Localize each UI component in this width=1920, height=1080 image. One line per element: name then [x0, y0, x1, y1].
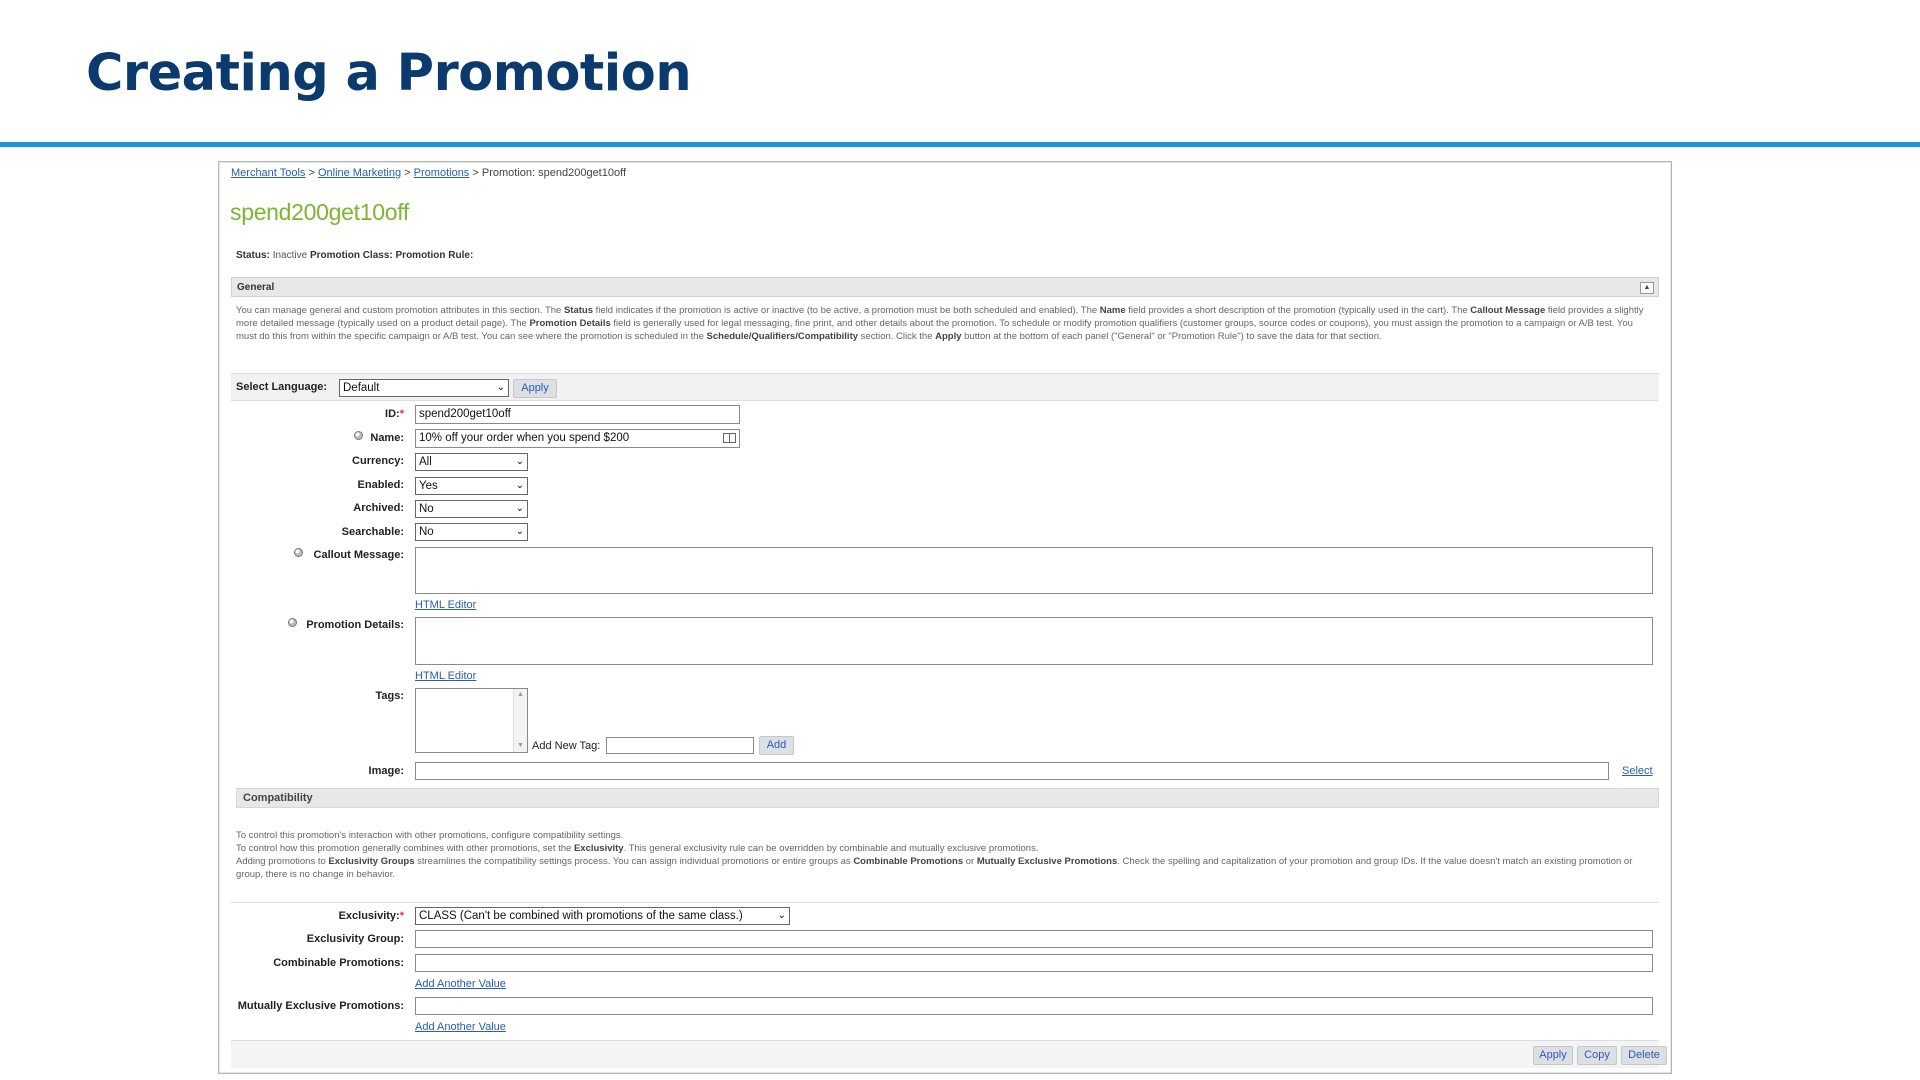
delete-button[interactable]: Delete — [1621, 1046, 1667, 1065]
desc-text: You can manage general and custom promotion attributes in this section. The — [236, 305, 564, 316]
mutually-exclusive-label: Mutually Exclusive Promotions: — [237, 1000, 404, 1012]
exclusivity-select[interactable] — [415, 907, 790, 925]
desc-text: section. Click the — [858, 331, 936, 342]
desc-text: or — [963, 856, 977, 867]
scroll-up-icon[interactable]: ▲ — [517, 691, 524, 698]
archived-value: No — [419, 503, 434, 515]
image-label: Image: — [368, 765, 404, 777]
desc-text: field provides a slightly more detailed message (typically used on a product detail page). The — [236, 305, 1644, 329]
chevron-down-icon: ⌄ — [515, 480, 524, 491]
id-field[interactable]: spend200get10off — [415, 405, 740, 424]
add-tag-button[interactable]: Add — [759, 736, 794, 755]
title-rule — [0, 142, 1920, 147]
chevron-down-icon: ⌄ — [515, 503, 524, 514]
image-field[interactable] — [415, 762, 1609, 780]
archived-select[interactable] — [415, 500, 528, 518]
combinable-promotions-label: Combinable Promotions: — [273, 957, 404, 969]
desc-bold: Mutually Exclusive Promotions — [976, 856, 1118, 867]
chevron-down-icon: ⌄ — [515, 456, 524, 467]
name-value: 10% off your order when you spend $200 — [419, 432, 630, 444]
picker-icon[interactable] — [723, 433, 736, 443]
add-new-tag-label: Add New Tag: — [532, 740, 601, 752]
desc-bold: Status — [563, 305, 593, 316]
copy-button[interactable]: Copy — [1577, 1046, 1617, 1065]
globe-icon — [288, 618, 297, 627]
language-value: Default — [343, 382, 380, 394]
chevron-down-icon: ⌄ — [777, 910, 786, 921]
desc-text: To control how this promotion generally combines with other promotions, set the — [236, 843, 574, 854]
desc-bold: Combinable Promotions — [853, 856, 964, 867]
general-description — [236, 304, 1656, 343]
id-label-text: ID: — [385, 408, 400, 420]
mutually-exclusive-field[interactable] — [415, 997, 1653, 1015]
details-label: Promotion Details: — [306, 619, 404, 631]
compat-line-2 — [236, 842, 1656, 855]
callout-label: Callout Message: — [313, 549, 404, 561]
breadcrumb-separator: > — [308, 167, 315, 179]
desc-text: . This general exclusivity rule can be overridden by combinable and mutually exclusive promotions. — [623, 843, 1039, 854]
desc-bold: Exclusivity Groups — [328, 856, 415, 867]
status-label: Status: — [236, 250, 270, 261]
required-marker: * — [399, 910, 404, 922]
currency-select[interactable] — [415, 453, 528, 471]
exclusivity-label — [339, 910, 404, 922]
desc-text: field indicates if the promotion is active or inactive (to be active, a promotion must be both scheduled and enabled). The — [593, 305, 1100, 316]
desc-bold: Apply — [935, 331, 962, 342]
currency-label: Currency: — [352, 455, 404, 467]
image-select-link[interactable]: Select — [1622, 765, 1653, 777]
desc-bold: Exclusivity — [573, 843, 624, 854]
enabled-select[interactable] — [415, 477, 528, 495]
general-panel-header[interactable] — [231, 277, 1659, 297]
tags-list[interactable] — [415, 688, 528, 753]
exclusivity-group-field[interactable] — [415, 930, 1653, 948]
breadcrumb-online-marketing[interactable]: Online Marketing — [317, 167, 402, 179]
mutually-exclusive-add-another-link[interactable]: Add Another Value — [415, 1021, 506, 1033]
details-html-editor-link[interactable]: HTML Editor — [415, 670, 477, 682]
status-value: Inactive — [272, 250, 308, 261]
tags-label: Tags: — [375, 690, 404, 702]
desc-text: streamlines the compatibility settings process. You can assign individual promotions or entire groups as — [414, 856, 854, 867]
globe-icon — [354, 431, 363, 440]
apply-button[interactable]: Apply — [1533, 1046, 1573, 1065]
name-field[interactable] — [415, 429, 740, 448]
name-label: Name: — [370, 432, 404, 444]
callout-html-editor-link[interactable]: HTML Editor — [415, 599, 477, 611]
desc-text: field provides a short description of the promotion (typically used in the cart). The — [1125, 305, 1471, 316]
breadcrumb-separator: > — [404, 167, 411, 179]
id-label — [385, 408, 404, 420]
details-textarea[interactable] — [415, 617, 1653, 665]
collapse-icon[interactable]: ▲ — [1640, 282, 1654, 294]
screenshot-frame — [218, 161, 1672, 1074]
language-apply-button[interactable]: Apply — [513, 379, 557, 398]
compatibility-description — [236, 829, 1656, 881]
breadcrumb — [231, 167, 626, 179]
tags-scrollbar[interactable] — [513, 689, 527, 752]
searchable-value: No — [419, 526, 434, 538]
combinable-promotions-field[interactable] — [415, 954, 1653, 972]
enabled-value: Yes — [419, 480, 438, 492]
breadcrumb-separator: > — [472, 167, 479, 179]
exclusivity-value: CLASS (Can't be combined with promotions of the same class.) — [419, 910, 743, 922]
required-marker: * — [399, 408, 404, 420]
currency-value: All — [419, 456, 432, 468]
archived-label: Archived: — [353, 502, 404, 514]
exclusivity-group-label: Exclusivity Group: — [306, 933, 404, 945]
chevron-down-icon: ⌄ — [496, 382, 505, 393]
desc-text: field is generally used for legal messaging, fine print, and other details about the promotion. To schedule or modify promotion qualifiers (customer groups, source codes or coupons), you must assign the promotion to a campaign or A/B test. You must do this from within the specific campaign or A/B test. You can see where the promotion is scheduled in the — [236, 318, 1633, 342]
desc-bold: Callout Message — [1470, 305, 1546, 316]
desc-text: button at the bottom of each panel ("General" or "Promotion Rule") to save the data for that section. — [961, 331, 1382, 342]
compat-line-1: To control this promotion's interaction with other promotions, configure compatibility settings. — [236, 830, 624, 841]
divider — [231, 902, 1659, 903]
breadcrumb-merchant-tools[interactable]: Merchant Tools — [231, 167, 306, 179]
searchable-select[interactable] — [415, 523, 528, 541]
globe-icon — [294, 548, 303, 557]
exclusivity-label-text: Exclusivity: — [338, 910, 400, 922]
select-language-label: Select Language: — [236, 381, 328, 393]
enabled-label: Enabled: — [357, 479, 404, 491]
promotion-rule-label: Promotion Rule: — [395, 250, 474, 261]
new-tag-input[interactable] — [606, 737, 754, 754]
general-panel-title: General — [237, 282, 275, 293]
desc-bold: Name — [1099, 305, 1126, 316]
desc-text: Adding promotions to — [236, 856, 329, 867]
compatibility-header[interactable]: Compatibility — [236, 788, 1659, 808]
desc-bold: Promotion Details — [529, 318, 611, 329]
compat-line-3 — [236, 855, 1656, 881]
slide-title: Creating a Promotion — [86, 44, 692, 103]
scroll-down-icon[interactable]: ▼ — [517, 742, 524, 749]
breadcrumb-current: Promotion: spend200get10off — [481, 167, 627, 179]
breadcrumb-promotions[interactable]: Promotions — [413, 167, 470, 179]
chevron-down-icon: ⌄ — [515, 526, 524, 537]
desc-text: . Check the spelling and capitalization of your promotion and group IDs. If the value doesn't match an existing promotion or group, there is no change in behavior. — [236, 856, 1633, 880]
searchable-label: Searchable: — [341, 526, 404, 538]
page-heading: spend200get10off — [230, 199, 409, 225]
action-bar — [231, 1040, 1659, 1068]
language-bar — [231, 373, 1659, 401]
desc-bold: Schedule/Qualifiers/Compatibility — [706, 331, 859, 342]
combinable-add-another-link[interactable]: Add Another Value — [415, 978, 506, 990]
promotion-class-label: Promotion Class: — [309, 250, 393, 261]
language-select[interactable] — [339, 379, 509, 397]
callout-textarea[interactable] — [415, 547, 1653, 594]
status-line — [236, 250, 473, 261]
